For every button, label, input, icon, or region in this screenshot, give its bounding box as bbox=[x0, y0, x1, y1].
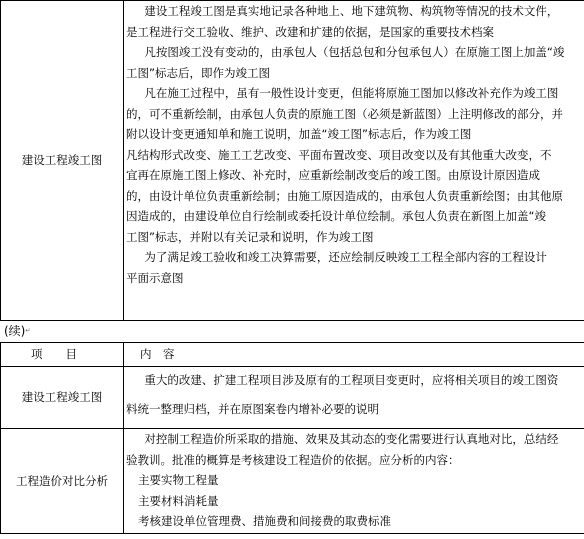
content-line: 考核建设单位管理费、措施费和间接费的取费标准 bbox=[138, 514, 391, 528]
row-content bbox=[124, 367, 584, 429]
table-row bbox=[1, 367, 584, 429]
table-part-2 bbox=[0, 342, 584, 534]
content-line: 平面示意图 bbox=[126, 270, 184, 285]
content-line: 工图”标志，并附以有关记录和说明，作为竣工图 bbox=[126, 229, 374, 244]
content-line: 凡在施工过程中，虽有一般性设计变更，但能将原施工图加以修改补充作为竣工图 bbox=[144, 86, 559, 100]
content-line: 验教训。批准的概算是考核建设工程造价的依据。应分析的内容： bbox=[126, 452, 460, 467]
header-item: 项 目 bbox=[1, 343, 124, 367]
row-label: 建设工程竣工图 bbox=[1, 1, 124, 321]
table-header-row bbox=[1, 343, 584, 367]
content-line: 的，由设计单位负责重新绘制；由施工原因造成的，由承包人负责重新绘图；由其他原 bbox=[126, 188, 563, 203]
row-content bbox=[124, 1, 584, 321]
content-line: 是工程进行交工验收、维护、改建和扩建的依据，是国家的重要技术档案 bbox=[126, 24, 494, 39]
content-line: 工图”标志后，即作为竣工图 bbox=[126, 65, 270, 80]
content-line: 主要材料消耗量 bbox=[138, 493, 219, 508]
header-content: 内 容 bbox=[124, 343, 584, 367]
continued-label: (续)↵ bbox=[4, 324, 31, 338]
content-line: 为了满足竣工验收和竣工决算需要，还应绘制反映竣工工程全部内容的工程设计 bbox=[144, 250, 547, 264]
content-line: 建设工程竣工图是真实地记录各种地上、地下建筑物、构筑物等情况的技术文件， bbox=[144, 4, 559, 18]
content-line: 主要实物工程量 bbox=[138, 473, 219, 487]
table-row bbox=[1, 429, 584, 534]
content-line: 因造成的，由建设单位自行绘制或委托设计单位绘制。承包人负责在新图上加盖“竣 bbox=[126, 209, 546, 223]
row-content bbox=[124, 429, 584, 534]
row-label: 工程造价对比分析 bbox=[1, 429, 124, 534]
content-line: 料统一整理归档，并在原图案卷内增补必要的说明 bbox=[126, 402, 379, 416]
content-line: 凡按图竣工没有变动的，由承包人（包括总包和分包承包人）在原施工图上加盖“竣 bbox=[144, 45, 565, 59]
row-label: 建设工程竣工图 bbox=[1, 367, 124, 429]
content-line: 对控制工程造价所采取的措施、效果及其动态的变化需要进行认真地对比，总结经 bbox=[144, 432, 559, 446]
table-row bbox=[1, 1, 584, 321]
content-line: 宜再在原施工图上修改、补充时，应重新绘制改变后的竣工图。由原设计原因造成 bbox=[126, 168, 540, 182]
content-line: 重大的改建、扩建工程项目涉及原有的工程项目变更时，应将相关项目的竣工图资 bbox=[144, 373, 559, 387]
content-line: 的，可不重新绘制，由承包人负责的原施工图（必须是新蓝图）上注明修改的部分，并 bbox=[126, 106, 563, 121]
paragraph-mark-icon: ↵ bbox=[25, 327, 31, 334]
content-line: 附以设计变更通知单和施工说明，加盖“竣工图”标志后，作为竣工图 bbox=[126, 127, 472, 141]
content-line: 凡结构形式改变、施工工艺改变、平面布置改变、项目改变以及有其他重大改变，不 bbox=[126, 147, 552, 162]
